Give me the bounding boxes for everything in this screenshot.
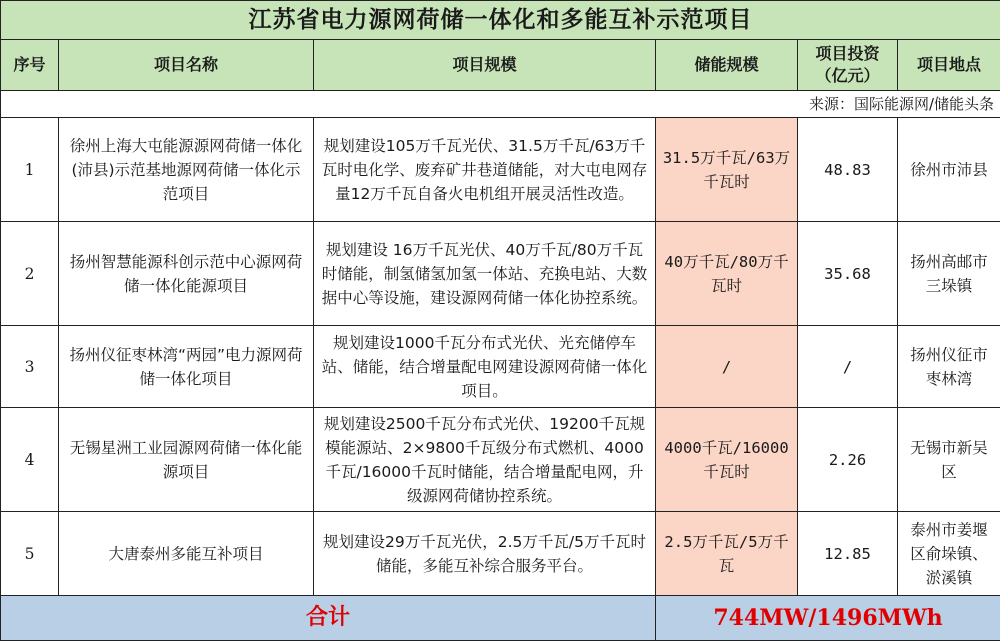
- header-investment: 项目投资 （亿元）: [798, 40, 898, 91]
- header-row: [1, 40, 1000, 91]
- table-row: [1, 118, 1000, 222]
- row-index: 4: [1, 408, 59, 512]
- row-storage-scale: 4000千瓦/16000千瓦时: [656, 408, 798, 512]
- row-project-name: 扬州智慧能源科创示范中心源网荷储一体化能源项目: [59, 222, 314, 326]
- row-location: 扬州仪征市枣林湾: [898, 326, 1000, 408]
- row-project-scale: 规划建设2500千瓦分布式光伏、19200千瓦规模能源站、2×9800千瓦级分布式燃机、4000千瓦/16000千瓦时储能，结合增量配电网，升级源网荷储协控系统。: [314, 408, 656, 512]
- total-label: 合计: [1, 596, 656, 641]
- source-row: [1, 91, 1000, 118]
- row-project-name: 徐州上海大屯能源源网荷储一体化(沛县)示范基地源网荷储一体化示范项目: [59, 118, 314, 222]
- source-note: 来源：国际能源网/储能头条: [1, 91, 1000, 118]
- table-title: 江苏省电力源网荷储一体化和多能互补示范项目: [1, 1, 1000, 40]
- table-row: [1, 222, 1000, 326]
- total-row: [1, 596, 1000, 641]
- row-index: 2: [1, 222, 59, 326]
- row-location: 扬州高邮市三垛镇: [898, 222, 1000, 326]
- header-storage-scale: 储能规模: [656, 40, 798, 91]
- row-location: 无锡市新吴区: [898, 408, 1000, 512]
- row-storage-scale: /: [656, 326, 798, 408]
- row-location: 徐州市沛县: [898, 118, 1000, 222]
- row-project-scale: 规划建设105万千瓦光伏、31.5万千瓦/63万千瓦时电化学、废弃矿井巷道储能，对大屯电网存量12万千瓦自备火电机组开展灵活性改造。: [314, 118, 656, 222]
- title-row: [1, 1, 1000, 40]
- row-project-name: 大唐泰州多能互补项目: [59, 512, 314, 596]
- row-index: 5: [1, 512, 59, 596]
- row-investment: 12.85: [798, 512, 898, 596]
- row-storage-scale: 31.5万千瓦/63万千瓦时: [656, 118, 798, 222]
- row-project-name: 无锡星洲工业园源网荷储一体化能源项目: [59, 408, 314, 512]
- row-investment: /: [798, 326, 898, 408]
- row-investment: 48.83: [798, 118, 898, 222]
- row-project-name: 扬州仪征枣林湾“两园”电力源网荷储一体化项目: [59, 326, 314, 408]
- row-index: 1: [1, 118, 59, 222]
- total-value: 744MW/1496MWh: [656, 596, 1000, 641]
- table-row: [1, 326, 1000, 408]
- row-storage-scale: 40万千瓦/80万千瓦时: [656, 222, 798, 326]
- row-project-scale: 规划建设29万千瓦光伏，2.5万千瓦/5万千瓦时储能，多能互补综合服务平台。: [314, 512, 656, 596]
- row-project-scale: 规划建设1000千瓦分布式光伏、光充储停车站、储能，结合增量配电网建设源网荷储一体化项目。: [314, 326, 656, 408]
- table-row: [1, 408, 1000, 512]
- row-location: 泰州市姜堰区俞垛镇、淤溪镇: [898, 512, 1000, 596]
- header-project-scale: 项目规模: [314, 40, 656, 91]
- header-location: 项目地点: [898, 40, 1000, 91]
- row-investment: 35.68: [798, 222, 898, 326]
- row-project-scale: 规划建设 16万千瓦光伏、40万千瓦/80万千瓦时储能，制氢储氢加氢一体站、充换电站、大数据中心等设施，建设源网荷储一体化协控系统。: [314, 222, 656, 326]
- table-row: [1, 512, 1000, 596]
- header-project-name: 项目名称: [59, 40, 314, 91]
- header-index: 序号: [1, 40, 59, 91]
- row-index: 3: [1, 326, 59, 408]
- row-storage-scale: 2.5万千瓦/5万千瓦: [656, 512, 798, 596]
- row-investment: 2.26: [798, 408, 898, 512]
